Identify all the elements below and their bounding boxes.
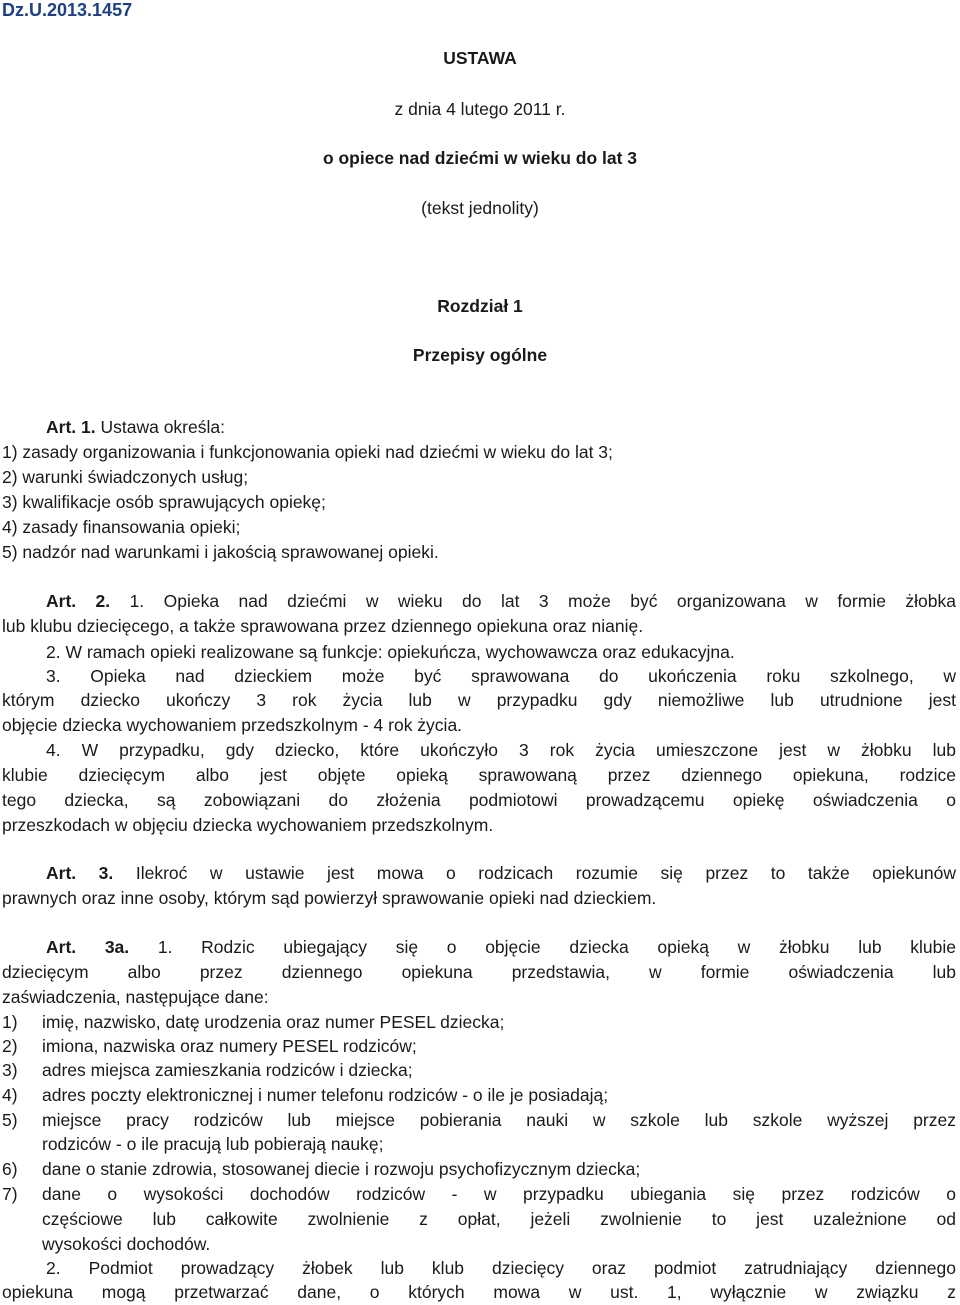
art2-para1-number: 1. <box>129 591 145 611</box>
art2-para3-line <box>46 666 956 687</box>
list-item-text: dane o wysokości dochodów rodziców - w przypadku ubiegania się przez rodziców o <box>42 1184 956 1204</box>
art1-heading <box>46 417 225 438</box>
art2-para2-text: W ramach opieki realizowane są funkcje: opiekuńcza, wychowawcza oraz edukacyjna. <box>65 642 735 662</box>
list-item-number: 7) <box>2 1184 18 1204</box>
art3-text: Ilekroć w ustawie jest mowa o rodzicach rozumie się przez to także opiekunów <box>135 863 956 883</box>
consolidated-text-note: (tekst jednolity) <box>421 198 539 218</box>
act-date: z dnia 4 lutego 2011 r. <box>394 99 566 119</box>
art2-para3-line: objęcie dziecka wychowaniem przedszkolnym - 4 rok życia. <box>2 715 463 735</box>
art1-item: 5) nadzór nad warunkami i jakością sprawowanej opieki. <box>2 542 439 562</box>
art3a-para1-line <box>46 937 956 958</box>
art1-label: Art. 1. <box>46 417 96 437</box>
art2-para4-line <box>46 740 956 761</box>
journal-reference: Dz.U.2013.1457 <box>2 0 133 20</box>
art3a-para2-number: 2. <box>46 1258 61 1278</box>
list-item-text: rodziców - o ile pracują lub pobierają naukę; <box>42 1134 384 1154</box>
art2-label: Art. 2. <box>46 591 111 611</box>
art2-para3-line: którym dziecko ukończy 3 rok życia lub w przypadku gdy niemożliwe lub utrudnione jest <box>2 690 956 710</box>
art3a-para2-line: opiekuna mogą przetwarzać dane, o których mowa w ust. 1, wyłącznie w związku z <box>2 1282 956 1302</box>
art2-para3-number: 3. <box>46 666 61 686</box>
art3a-label: Art. 3a. <box>46 937 130 957</box>
art1-item: 4) zasady finansowania opieki; <box>2 517 241 537</box>
list-item-number: 2) <box>2 1036 18 1056</box>
art2-para1-text: Opieka nad dziećmi w wieku do lat 3 może być organizowana w formie żłobka <box>163 591 956 611</box>
list-item-number: 1) <box>2 1012 18 1032</box>
art2-para1-line: lub klubu dziecięcego, a także sprawowana przez dziennego opiekuna oraz nianię. <box>2 616 644 636</box>
list-item-text: adres poczty elektronicznej i numer telefonu rodziców - o ile je posiadają; <box>42 1085 609 1105</box>
act-type-heading: USTAWA <box>443 48 517 68</box>
list-item-text: dane o stanie zdrowia, stosowanej diecie i rozwoju psychofizycznym dziecka; <box>42 1159 641 1179</box>
chapter-heading: Rozdział 1 <box>437 296 523 316</box>
art2-para2-number: 2. <box>46 642 61 662</box>
list-item-text: częściowe lub całkowite zwolnienie z opłat, jeżeli zwolnienie to jest uzależnione od <box>42 1209 956 1229</box>
list-item-number: 6) <box>2 1159 18 1179</box>
art3a-para2-line <box>46 1258 956 1279</box>
chapter-title: Przepisy ogólne <box>412 345 548 365</box>
art2-para2 <box>46 642 735 663</box>
art2-para4-line: klubie dziecięcym albo jest objęte opieką sprawowaną przez dziennego opiekuna, rodzice <box>2 765 956 785</box>
art2-para4-line: tego dziecka, są zobowiązani do złożenia podmiotowi prowadzącemu opiekę oświadczenia o <box>2 790 956 810</box>
act-title: o opiece nad dziećmi w wieku do lat 3 <box>322 148 638 168</box>
art2-para4-number: 4. <box>46 740 61 760</box>
art3a-para1-text: Rodzic ubiegający się o objęcie dziecka opieką w żłobku lub klubie <box>201 937 956 957</box>
art2-para3-text: Opieka nad dzieckiem może być sprawowana do ukończenia roku szkolnego, w <box>90 666 956 686</box>
list-item-text: imię, nazwisko, datę urodzenia oraz numer PESEL dziecka; <box>42 1012 505 1032</box>
list-item-number: 3) <box>2 1060 18 1080</box>
art2-para4-line: przeszkodach w objęciu dziecka wychowaniem przedszkolnym. <box>2 815 494 835</box>
art3a-para1-number: 1. <box>157 937 173 957</box>
art3-line: prawnych oraz inne osoby, którym sąd powierzył sprawowanie opieki nad dzieckiem. <box>2 888 657 908</box>
art2-para1-line <box>46 591 956 612</box>
art3-label: Art. 3. <box>46 863 114 883</box>
art1-item: 3) kwalifikacje osób sprawujących opiekę; <box>2 492 326 512</box>
list-item-text: adres miejsca zamieszkania rodziców i dziecka; <box>42 1060 413 1080</box>
art3a-para1-line: dziecięcym albo przez dziennego opiekuna przedstawia, w formie oświadczenia lub <box>2 962 956 982</box>
list-item-text: miejsce pracy rodziców lub miejsce pobierania nauki w szkole lub szkole wyższej przez <box>42 1110 956 1130</box>
art2-para4-text: W przypadku, gdy dziecko, które ukończyło 3 rok życia umieszczone jest w żłobku lub <box>81 740 956 760</box>
art1-intro: Ustawa określa: <box>100 417 225 437</box>
art3a-para2-text: Podmiot prowadzący żłobek lub klub dziecięcy oraz podmiot zatrudniający dziennego <box>88 1258 956 1278</box>
list-item-number: 5) <box>2 1110 18 1130</box>
art1-item: 1) zasady organizowania i funkcjonowania opieki nad dziećmi w wieku do lat 3; <box>2 442 613 462</box>
list-item-number: 4) <box>2 1085 18 1105</box>
art1-item: 2) warunki świadczonych usług; <box>2 467 249 487</box>
art3a-para1-line: zaświadczenia, następujące dane: <box>2 987 269 1007</box>
art3-line <box>46 863 956 884</box>
list-item-text: imiona, nazwiska oraz numery PESEL rodziców; <box>42 1036 417 1056</box>
list-item-text: wysokości dochodów. <box>42 1234 211 1254</box>
